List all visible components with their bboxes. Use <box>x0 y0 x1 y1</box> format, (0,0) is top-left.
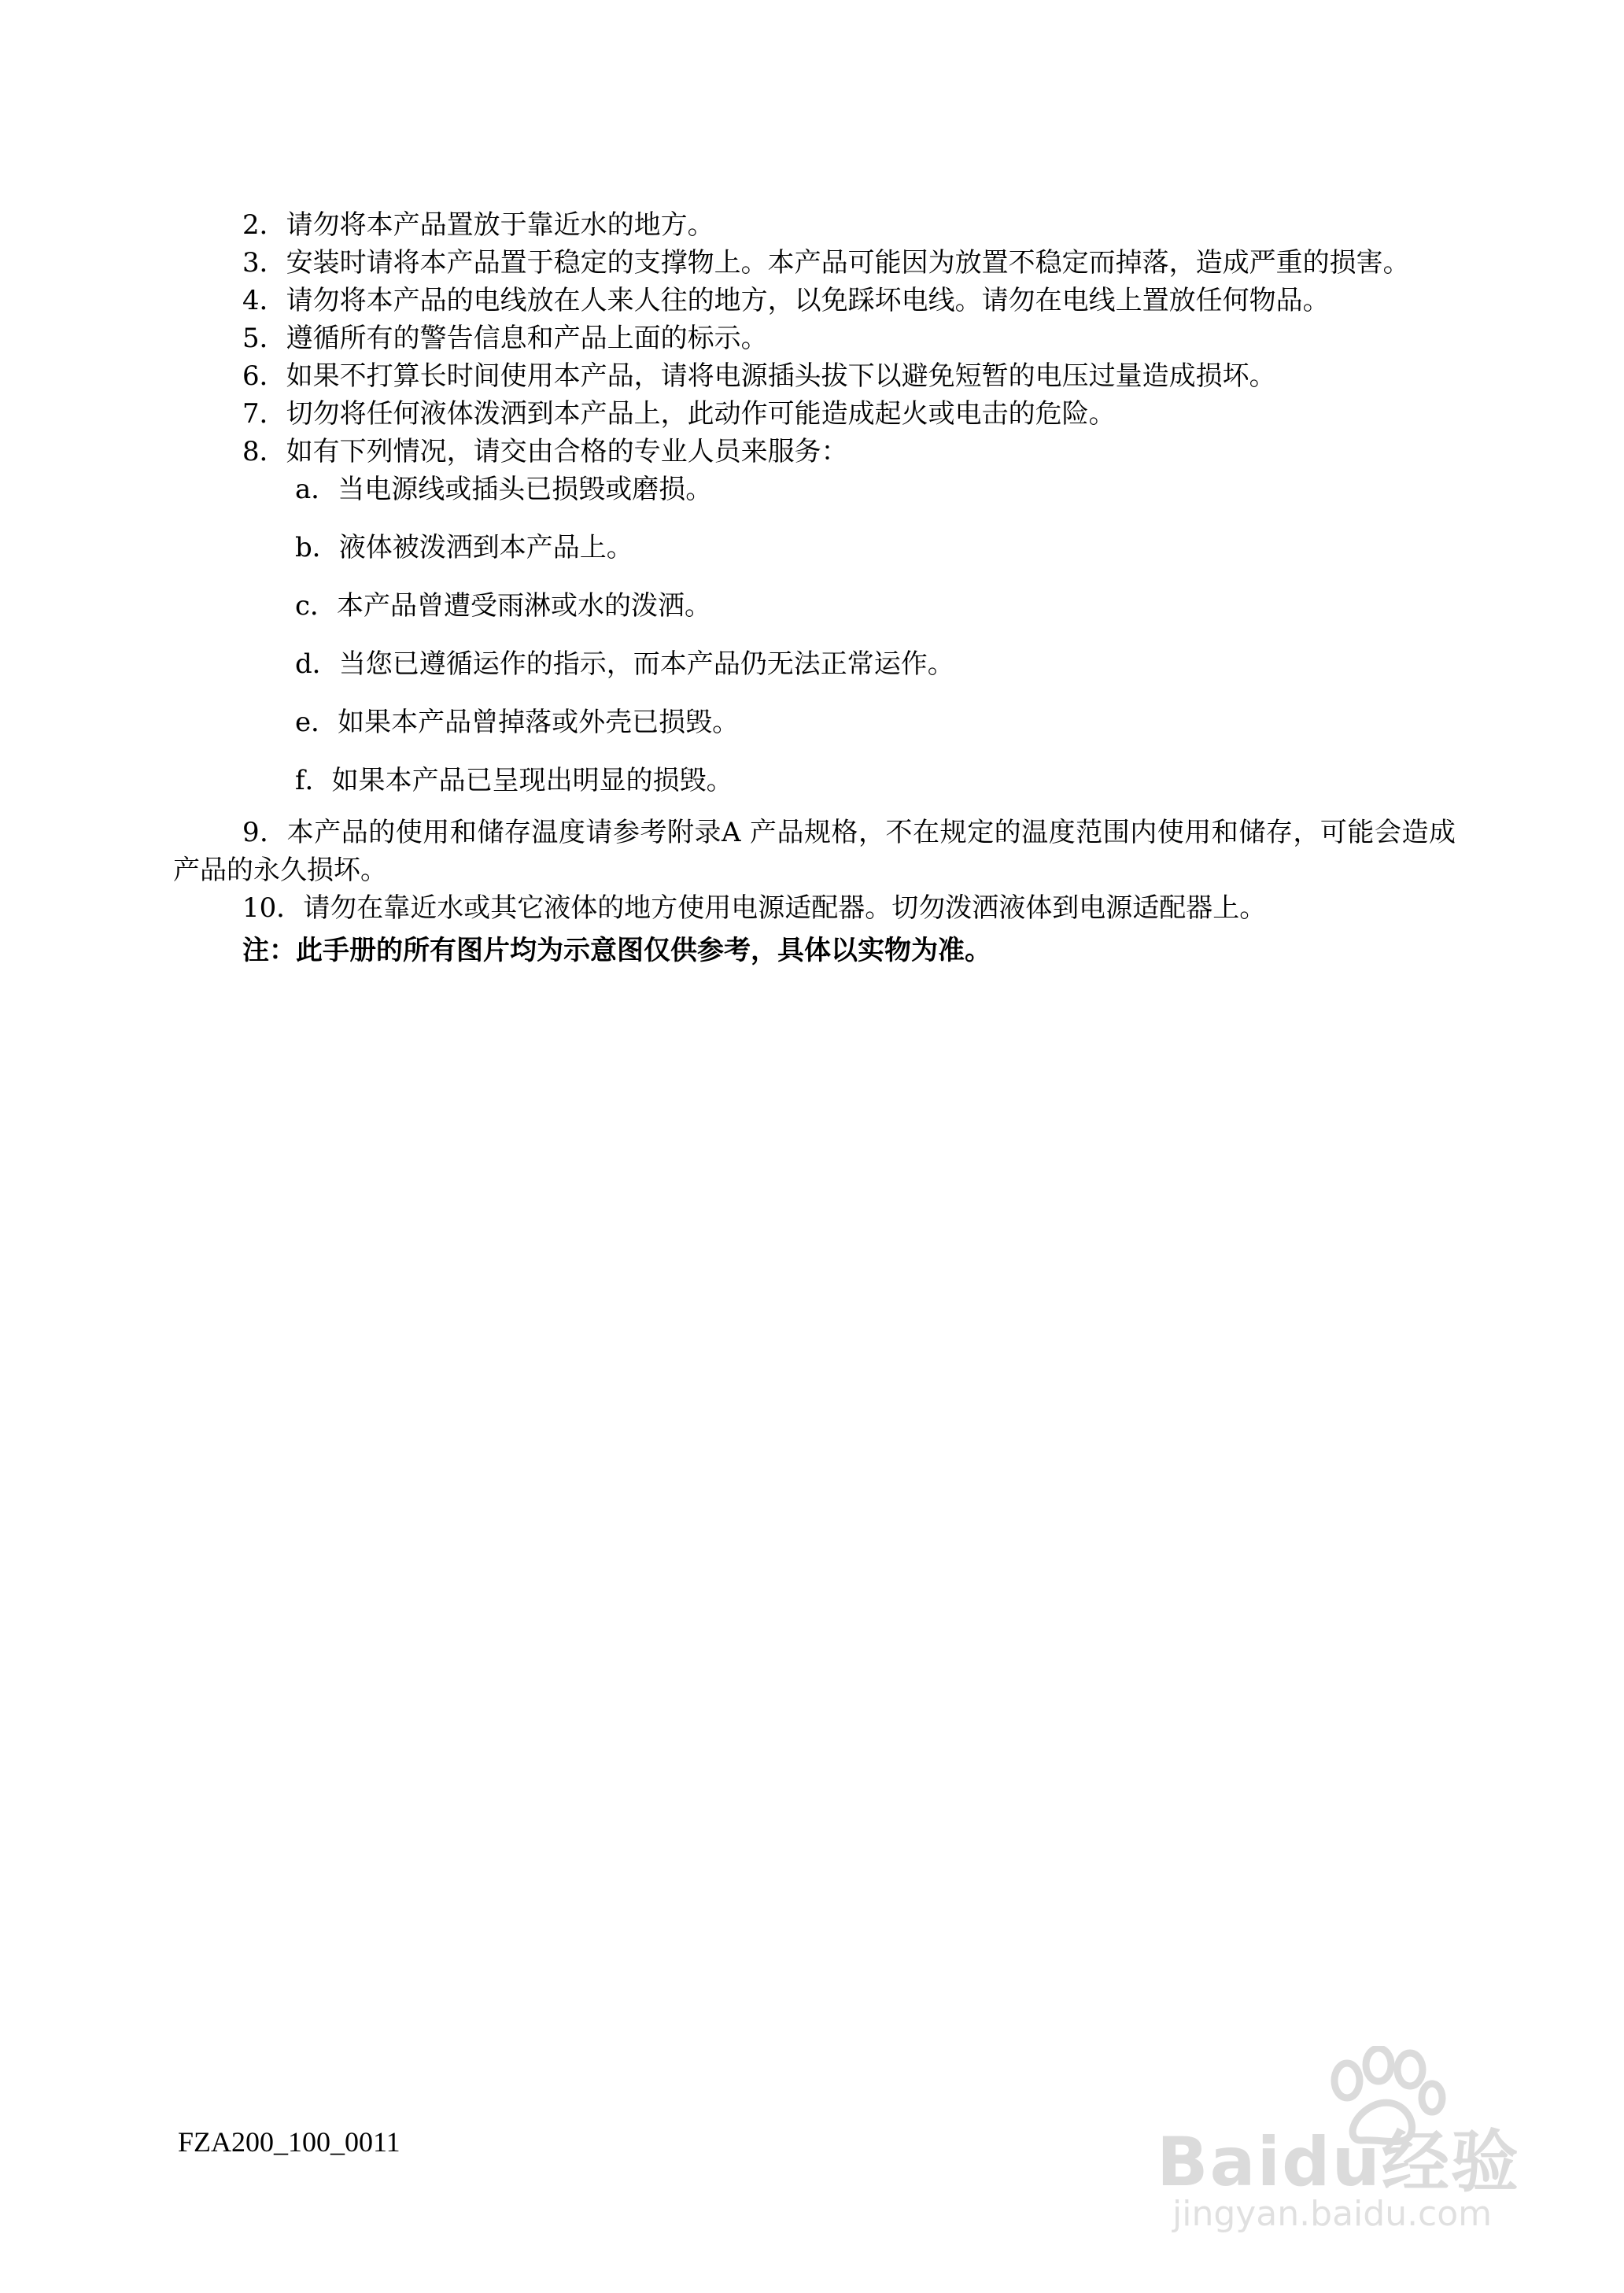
baidu-watermark <box>1157 2046 1534 2235</box>
item-10: 10．请勿在靠近水或其它液体的地方使用电源适配器。切勿泼洒液体到电源适配器上。 <box>242 892 1267 924</box>
sub-item-a: a．当电源线或插头已损毁或磨损。 <box>295 474 713 505</box>
note-text: 注：此手册的所有图片均为示意图仅供参考，具体以实物为准。 <box>242 935 991 966</box>
item-6: 6．如果不打算长时间使用本产品，请将电源插头拔下以避免短暂的电压过量造成损坏。 <box>242 360 1276 392</box>
watermark-url: jingyan.baidu.com <box>1172 2194 1493 2234</box>
item-4: 4．请勿将本产品的电线放在人来人往的地方，以免踩坏电线。请勿在电线上置放任何物品。 <box>242 285 1330 316</box>
watermark-brand: Baidu经验 <box>1157 2123 1520 2202</box>
item-2: 2．请勿将本产品置放于靠近水的地方。 <box>242 209 714 241</box>
item-5: 5．遵循所有的警告信息和产品上面的标示。 <box>242 323 768 354</box>
document-body <box>173 206 1456 969</box>
item-9: 9．本产品的使用和储存温度请参考附录A 产品规格，不在规定的温度范围内使用和储存，可能会造成产品的永久损坏。 <box>173 817 1456 886</box>
item-3: 3．安装时请将本产品置于稳定的支撑物上。本产品可能因为放置不稳定而掉落，造成严重的损害。 <box>242 247 1410 279</box>
sub-item-f: f．如果本产品已呈现出明显的损毁。 <box>295 765 733 796</box>
sub-item-d: d．当您已遵循运作的指示，而本产品仍无法正常运作。 <box>295 648 954 680</box>
sub-item-b: b．液体被泼洒到本产品上。 <box>295 532 633 563</box>
item-7: 7．切勿将任何液体泼洒到本产品上，此动作可能造成起火或电击的危险。 <box>242 398 1116 430</box>
sub-item-e: e．如果本产品曾掉落或外壳已损毁。 <box>295 707 740 738</box>
item-8: 8．如有下列情况，请交由合格的专业人员来服务： <box>242 436 848 467</box>
document-code: FZA200_100_0011 <box>178 2126 400 2158</box>
service-conditions-list <box>173 471 1456 814</box>
sub-item-c: c．本产品曾遭受雨淋或水的泼洒。 <box>295 590 712 622</box>
